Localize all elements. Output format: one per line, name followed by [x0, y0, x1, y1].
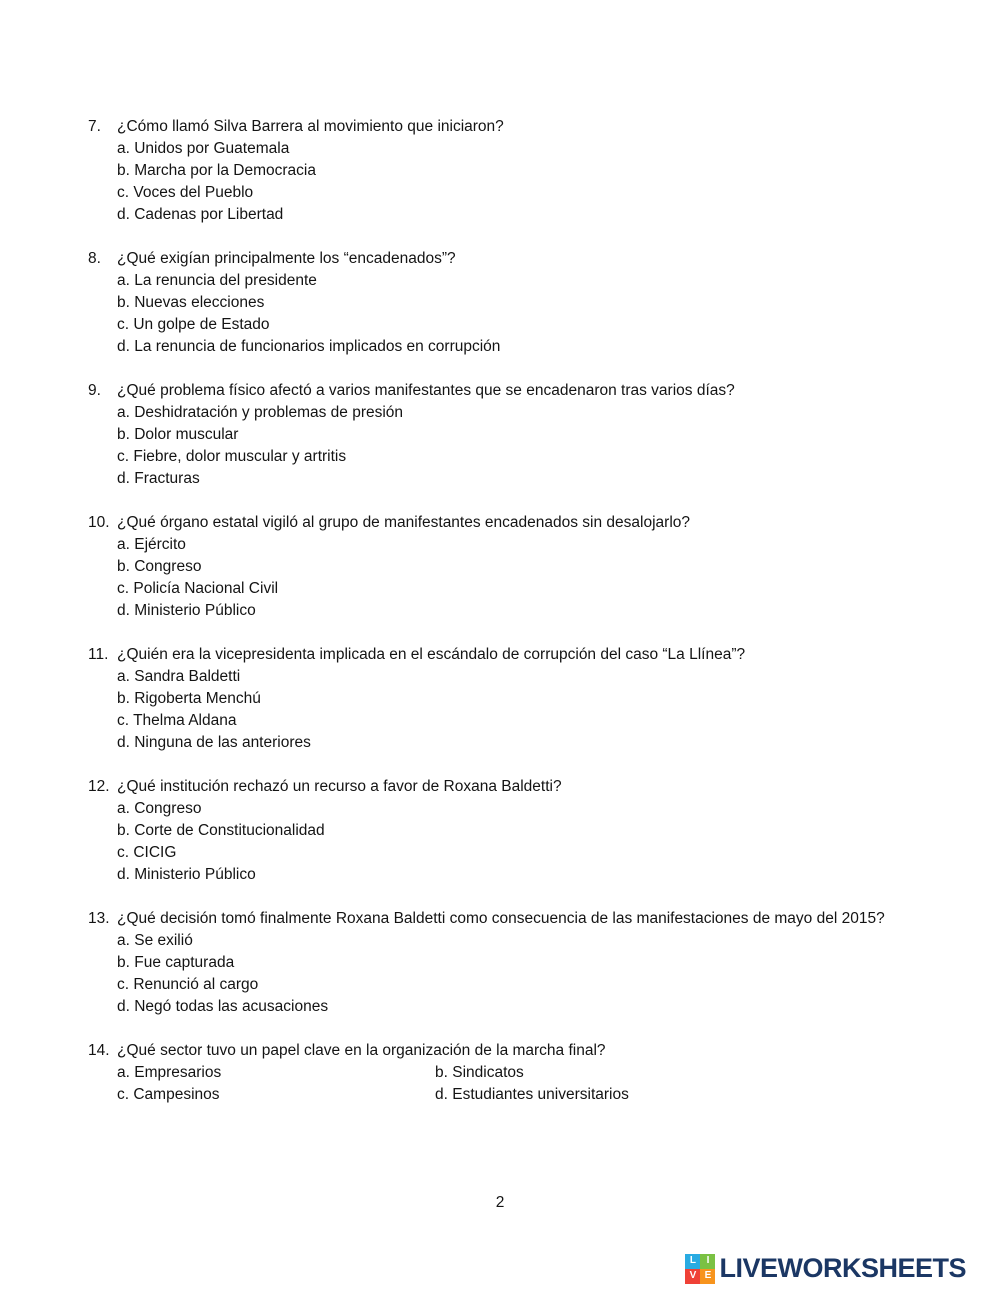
- answer-option[interactable]: b. Dolor muscular: [117, 426, 239, 443]
- answer-option[interactable]: a. Unidos por Guatemala: [117, 140, 290, 157]
- options-list: [117, 402, 914, 490]
- question-body: [117, 248, 914, 358]
- liveworksheets-logo: [685, 1253, 966, 1284]
- answer-option[interactable]: a. Deshidratación y problemas de presión: [117, 404, 404, 421]
- answer-option[interactable]: d. Ministerio Público: [117, 866, 256, 883]
- question: [88, 908, 914, 1018]
- question-body: [117, 380, 914, 490]
- answer-option[interactable]: d. Ninguna de las anteriores: [117, 734, 311, 751]
- logo-square-l: L: [685, 1254, 700, 1269]
- logo-square-i: I: [700, 1254, 715, 1269]
- options-list: [117, 138, 914, 226]
- answer-option[interactable]: c. Voces del Pueblo: [117, 184, 254, 201]
- answer-option[interactable]: c. Thelma Aldana: [117, 712, 237, 729]
- question-number: 9.: [88, 382, 101, 399]
- answer-option[interactable]: c. Un golpe de Estado: [117, 316, 270, 333]
- question-text: ¿Qué órgano estatal vigiló al grupo de manifestantes encadenados sin desalojarlo?: [117, 514, 691, 531]
- question-body: [117, 776, 914, 886]
- answer-option[interactable]: b. Sindicatos: [435, 1064, 524, 1081]
- question-number: 10.: [88, 514, 110, 531]
- answer-option[interactable]: d. Estudiantes universitarios: [435, 1086, 629, 1103]
- question-list: [88, 116, 914, 1128]
- answer-option[interactable]: c. Fiebre, dolor muscular y artritis: [117, 448, 347, 465]
- question-text: ¿Qué decisión tomó finalmente Roxana Baldetti como consecuencia de las manifestaciones de mayo del 2015?: [117, 910, 885, 927]
- answer-option[interactable]: a. Congreso: [117, 800, 202, 817]
- page-number: 2: [495, 1194, 505, 1211]
- answer-option[interactable]: d. Cadenas por Libertad: [117, 206, 284, 223]
- answer-option[interactable]: a. Se exilió: [117, 932, 193, 949]
- options-list: [117, 666, 914, 754]
- answer-option[interactable]: d. Ministerio Público: [117, 602, 256, 619]
- question: [88, 248, 914, 358]
- answer-option[interactable]: d. Negó todas las acusaciones: [117, 998, 329, 1015]
- question-number: 7.: [88, 118, 101, 135]
- question-number: 8.: [88, 250, 101, 267]
- answer-option[interactable]: c. Policía Nacional Civil: [117, 580, 279, 597]
- options-list: [117, 270, 914, 358]
- answer-option[interactable]: a. Sandra Baldetti: [117, 668, 241, 685]
- question: [88, 644, 914, 754]
- question: [88, 380, 914, 490]
- question-body: [117, 116, 914, 226]
- answer-option[interactable]: d. Fracturas: [117, 470, 200, 487]
- question-text: ¿Qué problema físico afectó a varios manifestantes que se encadenaron tras varios días?: [117, 382, 735, 399]
- answer-option[interactable]: c. CICIG: [117, 844, 177, 861]
- question-number: 11.: [88, 646, 109, 663]
- question-text: ¿Cómo llamó Silva Barrera al movimiento que iniciaron?: [117, 118, 504, 135]
- answer-option[interactable]: b. Rigoberta Menchú: [117, 690, 261, 707]
- answer-option[interactable]: d. La renuncia de funcionarios implicados en corrupción: [117, 338, 501, 355]
- question-body: [117, 1040, 914, 1106]
- logo-square-v: V: [685, 1269, 700, 1284]
- question-body: [117, 908, 914, 1018]
- question-number: 14.: [88, 1042, 110, 1059]
- options-list: [117, 798, 914, 886]
- answer-option[interactable]: c. Campesinos: [117, 1086, 220, 1103]
- question: [88, 1040, 914, 1106]
- answer-option[interactable]: a. Empresarios: [117, 1064, 222, 1081]
- answer-option[interactable]: b. Nuevas elecciones: [117, 294, 265, 311]
- options-list: [117, 930, 914, 1018]
- question-number: 12.: [88, 778, 110, 795]
- options-list: [117, 534, 914, 622]
- question-body: [117, 512, 914, 622]
- question-number: 13.: [88, 910, 110, 927]
- answer-option[interactable]: b. Congreso: [117, 558, 202, 575]
- logo-square-e: E: [700, 1269, 715, 1284]
- answer-option[interactable]: b. Marcha por la Democracia: [117, 162, 316, 179]
- question-body: [117, 644, 914, 754]
- answer-option[interactable]: b. Corte de Constitucionalidad: [117, 822, 325, 839]
- question-text: ¿Quién era la vicepresidenta implicada en el escándalo de corrupción del caso “La Llínea”?: [117, 646, 746, 663]
- answer-option[interactable]: c. Renunció al cargo: [117, 976, 259, 993]
- question-text: ¿Qué exigían principalmente los “encadenados”?: [117, 250, 456, 267]
- question-text: ¿Qué sector tuvo un papel clave en la organización de la marcha final?: [117, 1042, 606, 1059]
- question-text: ¿Qué institución rechazó un recurso a favor de Roxana Baldetti?: [117, 778, 562, 795]
- answer-option[interactable]: a. Ejército: [117, 536, 186, 553]
- question: [88, 776, 914, 886]
- answer-option[interactable]: a. La renuncia del presidente: [117, 272, 317, 289]
- options-list: [117, 1062, 914, 1106]
- question: [88, 512, 914, 622]
- answer-option[interactable]: b. Fue capturada: [117, 954, 235, 971]
- liveworksheets-logo-icon: [685, 1254, 715, 1284]
- question: [88, 116, 914, 226]
- liveworksheets-wordmark: LIVEWORKSHEETS: [719, 1253, 966, 1283]
